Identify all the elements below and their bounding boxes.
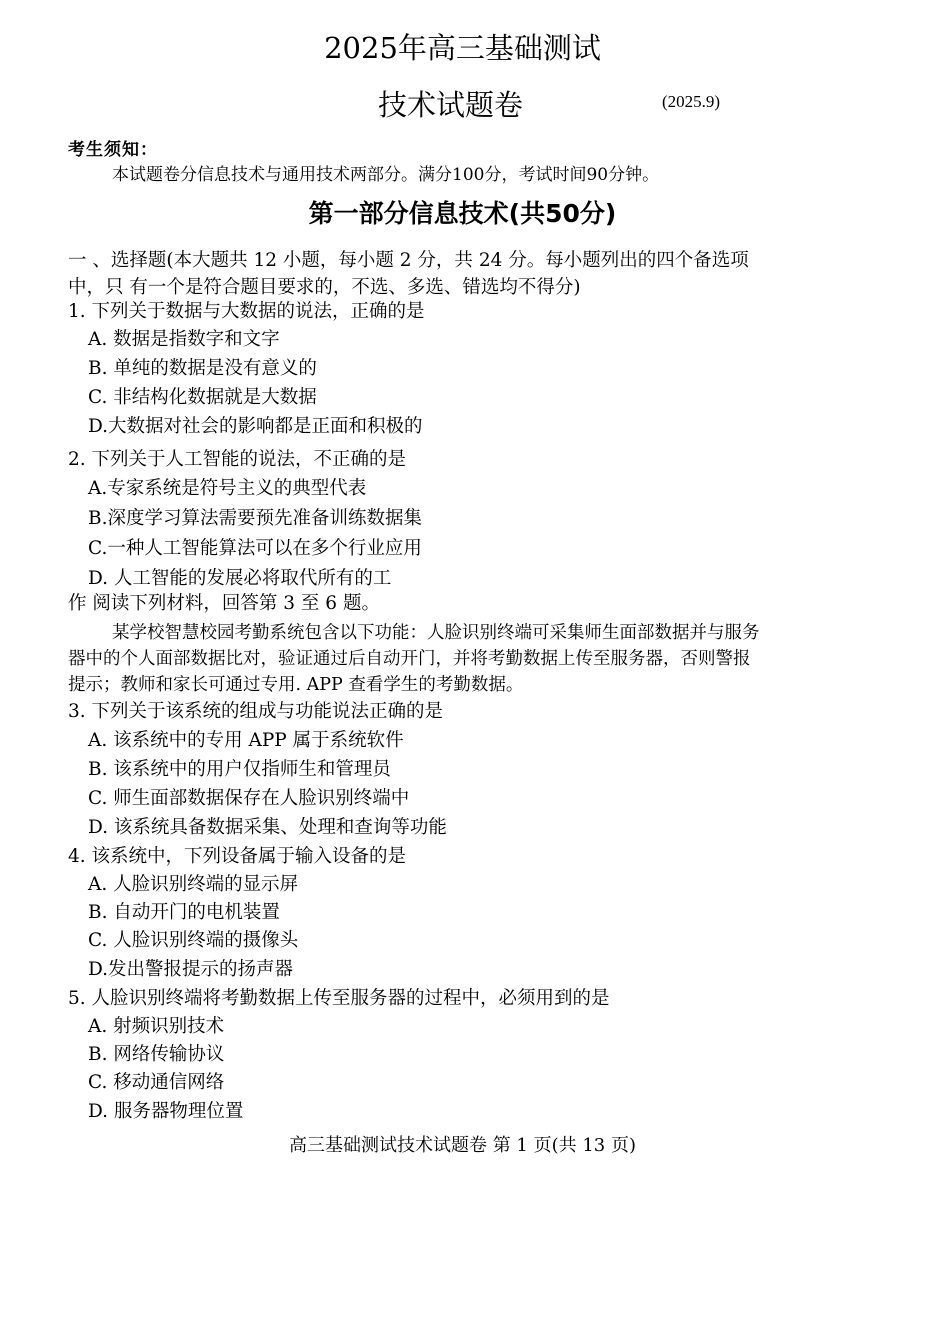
- exam-title: 2025年高三基础测试: [324, 31, 601, 65]
- question-4-option-b: B. 自动开门的电机装置: [88, 902, 280, 923]
- question-1-option-a: A. 数据是指数字和文字: [88, 329, 280, 350]
- question-2-stem: 2. 下列关于人工智能的说法，不正确的是: [68, 449, 407, 470]
- question-2-option-b: B.深度学习算法需要预先准备训练数据集: [88, 508, 422, 529]
- reading-intro: 作 阅读下列材料，回答第 3 至 6 题。: [68, 593, 380, 614]
- reading-paragraph-line1: 某学校智慧校园考勤系统包含以下功能：人脸识别终端可采集师生面部数据并与服务: [112, 623, 760, 643]
- question-3-stem: 3. 下列关于该系统的组成与功能说法正确的是: [68, 701, 444, 722]
- question-4-stem: 4. 该系统中，下列设备属于输入设备的是: [68, 846, 407, 867]
- notice-heading: 考生须知：: [68, 140, 158, 160]
- exam-date: (2025.9): [662, 92, 721, 111]
- question-5-stem: 5. 人脸识别终端将考勤数据上传至服务器的过程中，必须用到的是: [68, 988, 610, 1009]
- question-2-option-d: D. 人工智能的发展必将取代所有的工: [88, 568, 392, 589]
- section-instruction-line2: 中，只 有一个是符合题目要求的，不选、多选、错选均不得分): [68, 277, 581, 298]
- question-4-option-a: A. 人脸识别终端的显示屏: [88, 874, 299, 895]
- question-4-option-c: C. 人脸识别终端的摄像头: [88, 930, 299, 951]
- question-3-option-a: A. 该系统中的专用 APP 属于系统软件: [88, 730, 404, 751]
- section-instruction-line1: 一 、选择题(本大题共 12 小题，每小题 2 分，共 24 分。每小题列出的四个备选项: [68, 250, 749, 271]
- question-1-option-b: B. 单纯的数据是没有意义的: [88, 358, 317, 379]
- page-footer: 高三基础测试技术试题卷 第 1 页(共 13 页): [288, 1135, 636, 1156]
- part-title: 第一部分信息技术(共50分): [308, 199, 617, 228]
- notice-text: 本试题卷分信息技术与通用技术两部分。满分100分，考试时间90分钟。: [112, 165, 660, 185]
- question-5-option-a: A. 射频识别技术: [88, 1016, 225, 1037]
- question-4-option-d: D.发出警报提示的扬声器: [88, 959, 294, 980]
- question-2-option-a: A.专家系统是符号主义的典型代表: [88, 478, 367, 499]
- exam-subtitle: 技术试题卷: [378, 88, 524, 122]
- question-3-option-b: B. 该系统中的用户仅指师生和管理员: [88, 759, 391, 780]
- reading-paragraph-line2: 器中的个人面部数据比对，验证通过后自动开门，并将考勤数据上传至服务器，否则警报: [68, 649, 751, 669]
- question-5-option-b: B. 网络传输协议: [88, 1044, 225, 1065]
- question-3-option-c: C. 师生面部数据保存在人脸识别终端中: [88, 788, 410, 809]
- question-1-option-c: C. 非结构化数据就是大数据: [88, 387, 317, 408]
- question-2-option-c: C.一种人工智能算法可以在多个行业应用: [88, 538, 422, 559]
- question-1-option-d: D.大数据对社会的影响都是正面和积极的: [88, 416, 423, 437]
- question-5-option-c: C. 移动通信网络: [88, 1072, 225, 1093]
- question-1-stem: 1. 下列关于数据与大数据的说法，正确的是: [68, 301, 425, 322]
- question-5-option-d: D. 服务器物理位置: [88, 1101, 244, 1122]
- question-3-option-d: D. 该系统具备数据采集、处理和查询等功能: [88, 817, 447, 838]
- reading-paragraph-line3: 提示；教师和家长可通过专用. APP 查看学生的考勤数据。: [68, 675, 524, 695]
